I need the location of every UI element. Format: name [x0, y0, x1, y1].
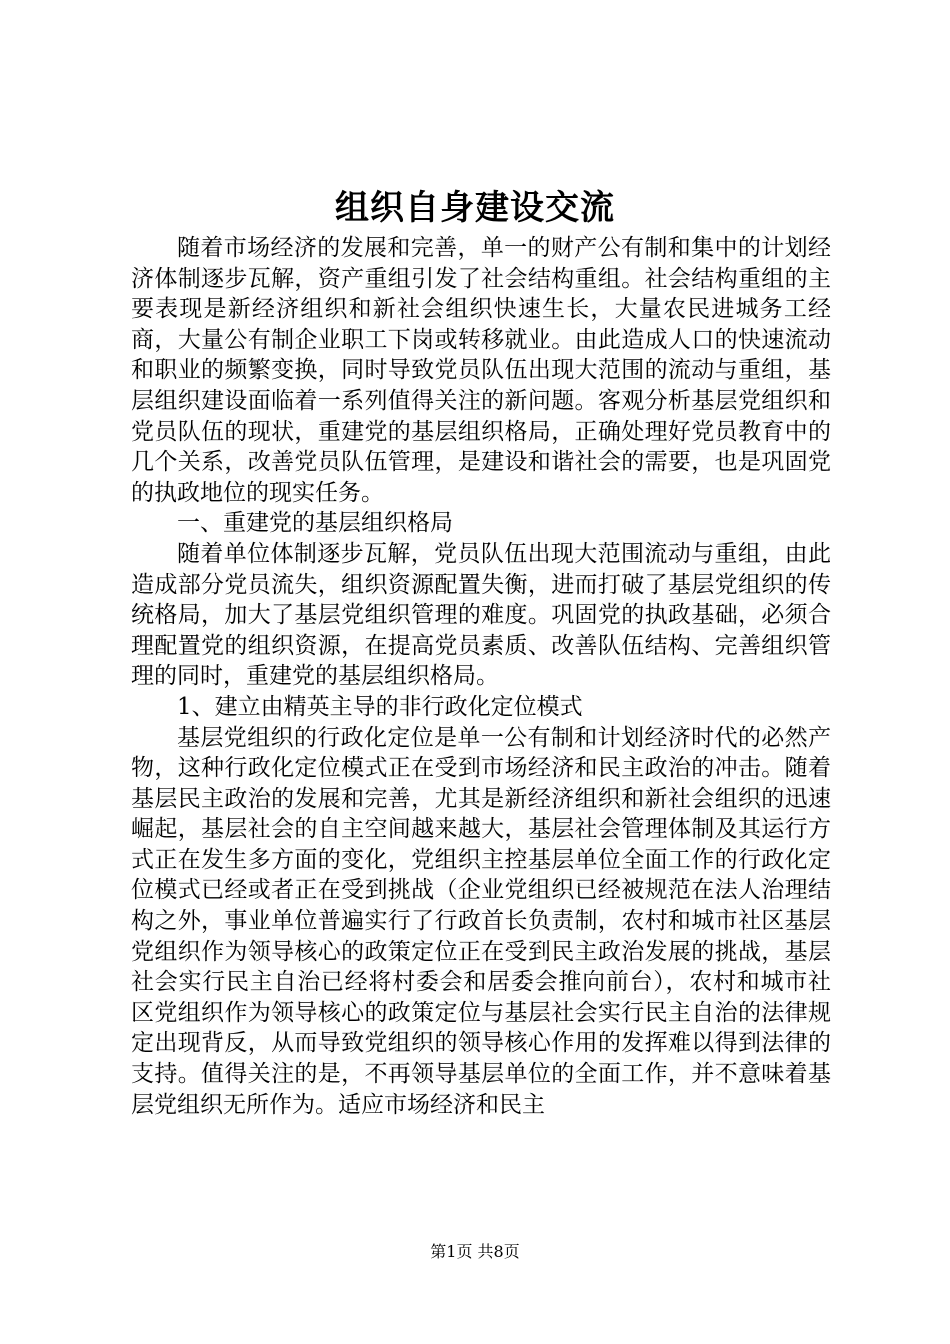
subsection-heading-1-1: 1、建立由精英主导的非行政化定位模式	[177, 693, 583, 720]
paragraph-section-1: 随着单位体制逐步瓦解，党员队伍出现大范围流动与重组，由此造成部分党员流失，组织资源配置失衡，进而打破了基层党组织的传统格局，加大了基层党组织管理的难度。巩固党的执政基础，必须合理配置党的组织资源，在提高党员素质、改善队伍结构、完善组织管理的同时，重建党的基层组织格局。	[131, 540, 831, 690]
page-footer: 第1页 共8页	[430, 1242, 520, 1261]
document-title: 组织自身建设交流	[335, 188, 615, 228]
document-body	[131, 233, 831, 1120]
paragraph-intro: 随着市场经济的发展和完善，单一的财产公有制和集中的计划经济体制逐步瓦解，资产重组引发了社会结构重组。社会结构重组的主要表现是新经济组织和新社会组织快速生长，大量农民进城务工经商，大量公有制企业职工下岗或转移就业。由此造成人口的快速流动和职业的频繁变换，同时导致党员队伍出现大范围的流动与重组，基层组织建设面临着一系列值得关注的新问题。客观分析基层党组织和党员队伍的现状，重建党的基层组织格局，正确处理好党员教育中的几个关系，改善党员队伍管理，是建设和谐社会的需要，也是巩固党的执政地位的现实任务。	[131, 235, 831, 506]
section-heading-1: 一、重建党的基层组织格局	[177, 510, 453, 537]
paragraph-subsection-1-1: 基层党组织的行政化定位是单一公有制和计划经济时代的必然产物，这种行政化定位模式正在受到市场经济和民主政治的冲击。随着基层民主政治的发展和完善，尤其是新经济组织和新社会组织的迅速崛起，基层社会的自主空间越来越大，基层社会管理体制及其运行方式正在发生多方面的变化，党组织主控基层单位全面工作的行政化定位模式已经或者正在受到挑战（企业党组织已经被规范在法人治理结构之外，事业单位普遍实行了行政首长负责制，农村和城市社区基层党组织作为领导核心的政策定位正在受到民主政治发展的挑战，基层社会实行民主自治已经将村委会和居委会推向前台），农村和城市社区党组织作为领导核心的政策定位与基层社会实行民主自治的法律规定出现背反，从而导致党组织的领导核心作用的发挥难以得到法律的支持。值得关注的是，不再领导基层单位的全面工作，并不意味着基层党组织无所作为。适应市场经济和民主	[131, 724, 831, 1118]
